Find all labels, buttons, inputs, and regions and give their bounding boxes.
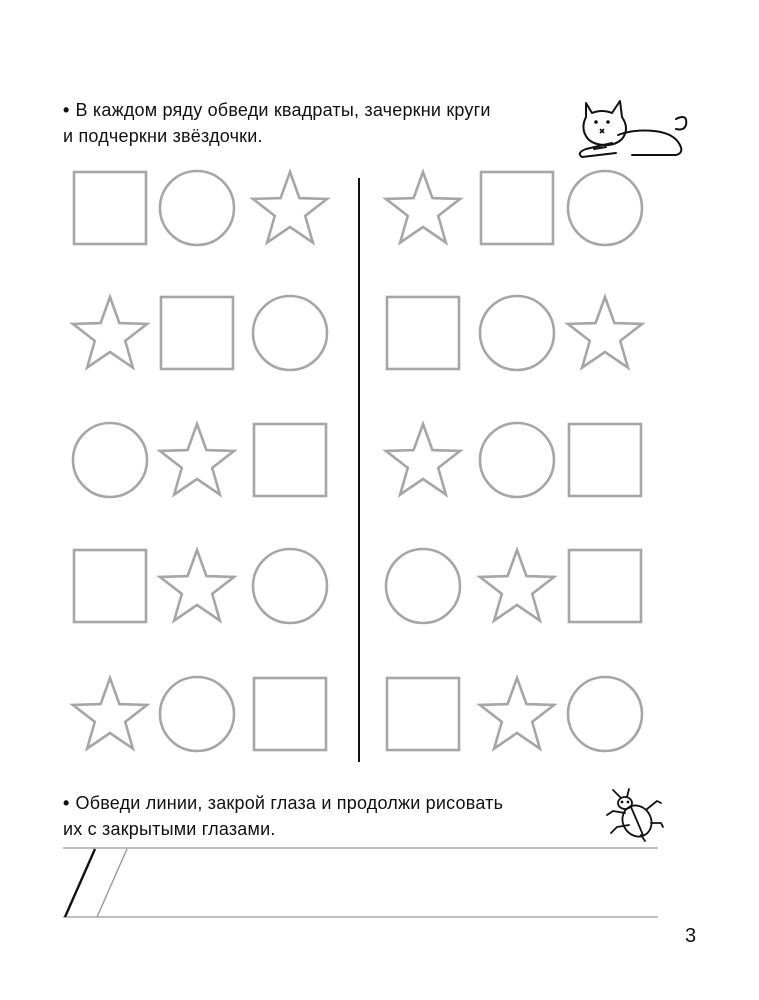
page-number: 3: [685, 925, 697, 947]
bullet: •: [63, 793, 70, 813]
task-2-line-1: • Обведи линии, закрой глаза и продолжи рисовать: [63, 793, 504, 813]
trace-line-light: [97, 849, 127, 917]
task-1-line-1: • В каждом ряду обведи квадраты, зачеркни круги: [63, 100, 491, 120]
traced-line-sample: [65, 849, 95, 917]
task-2-line-2: их с закрытыми глазами.: [63, 819, 276, 839]
task-1-line-2: и подчеркни звёздочки.: [63, 126, 263, 146]
bullet: •: [63, 100, 70, 120]
